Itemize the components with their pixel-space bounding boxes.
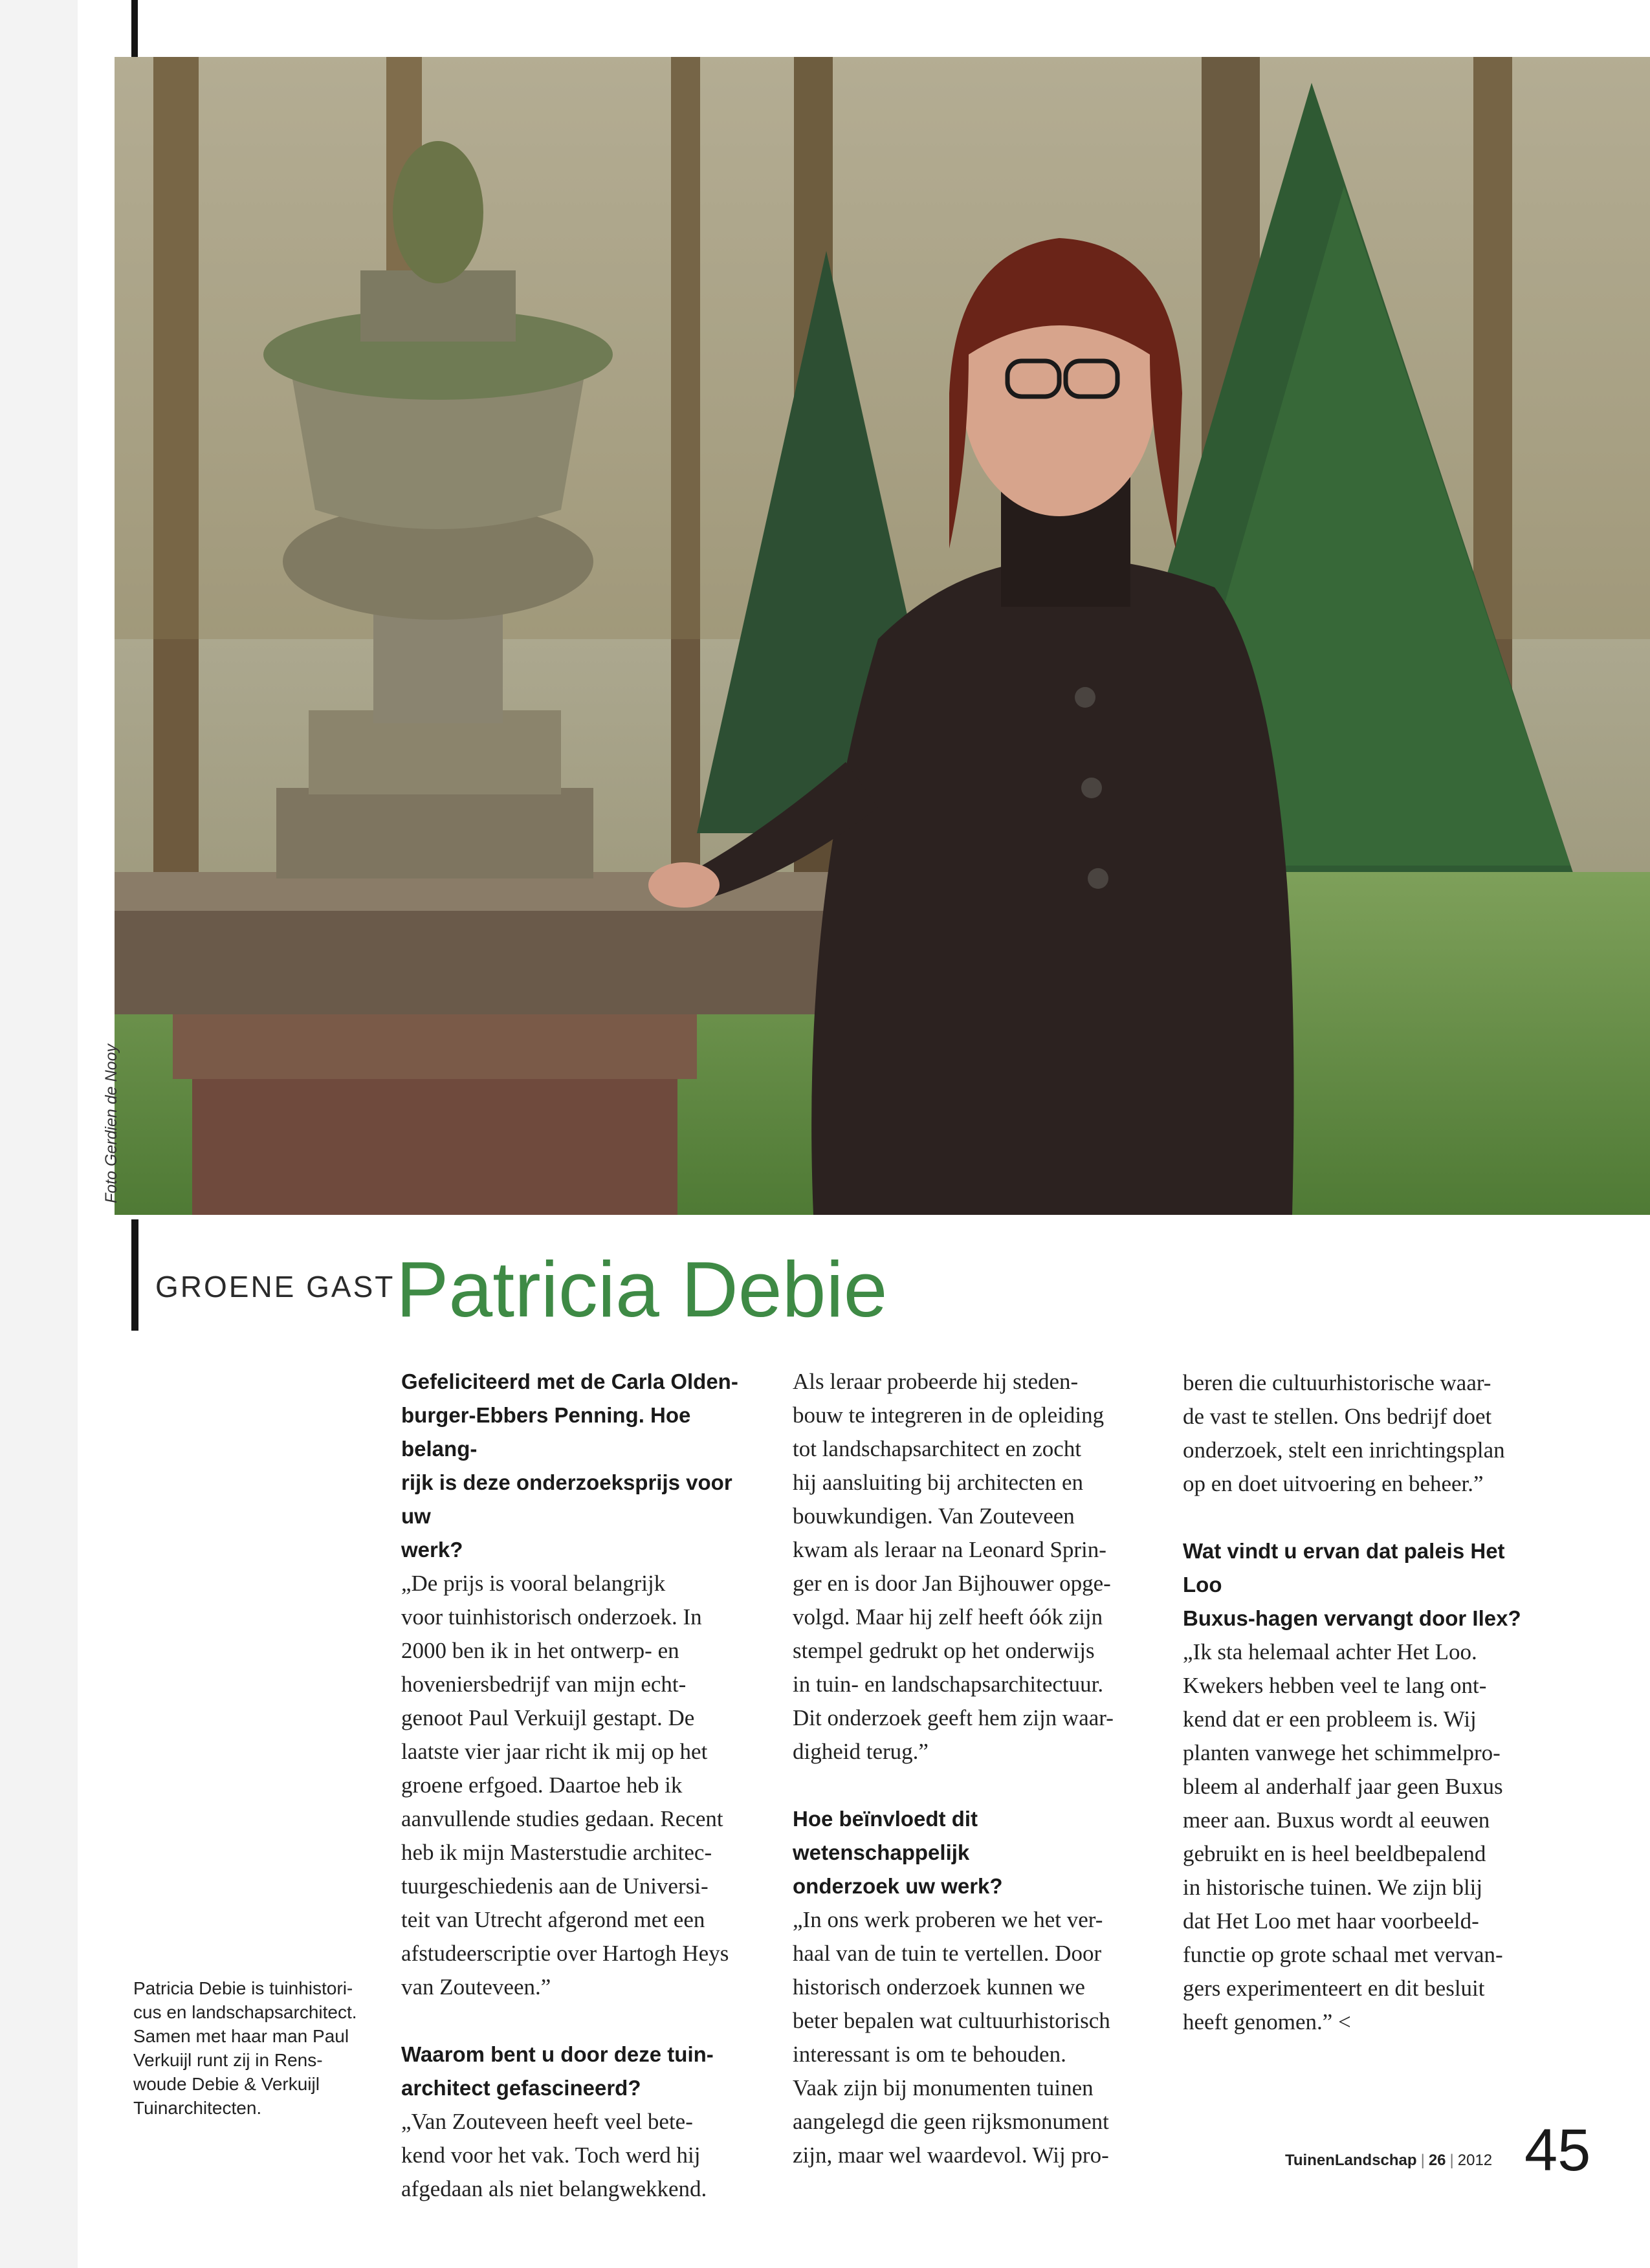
bio-line: cus en landschapsarchitect.	[133, 2002, 357, 2022]
text-line: in historische tuinen. We zijn blij	[1183, 1875, 1483, 1900]
bio-line: Patricia Debie is tuinhistori-	[133, 1978, 353, 1998]
issue-year: 2012	[1457, 2152, 1493, 2169]
article-column-3	[1183, 1366, 1548, 2039]
bio-line: woude Debie & Verkuijl	[133, 2074, 320, 2094]
text-line: rijk is deze onderzoeksprijs voor uw	[401, 1470, 732, 1528]
text-line: genoot Paul Verkuijl gestapt. De	[401, 1705, 695, 1730]
text-line: tot landschapsarchitect en zocht	[793, 1436, 1082, 1461]
text-line: Wat vindt u ervan dat paleis Het Loo	[1183, 1539, 1505, 1597]
text-line: werk?	[401, 1538, 463, 1562]
article-column-1	[401, 1365, 767, 2206]
portrait-photo	[115, 57, 1650, 1215]
magazine-name: TuinenLandschap	[1285, 2152, 1417, 2169]
text-line: kwam als leraar na Leonard Sprin-	[793, 1537, 1106, 1562]
text-line: „In ons werk proberen we het ver-	[793, 1907, 1103, 1932]
interview-question	[793, 1802, 1158, 1903]
page-margin	[0, 0, 78, 2268]
issue-number: 26	[1428, 2152, 1446, 2169]
article-column-2	[793, 1365, 1158, 2172]
text-line: heb ik mijn Masterstudie architec-	[401, 1840, 712, 1865]
text-line: bouw te integreren in de opleiding	[793, 1402, 1105, 1428]
text-line: „Ik sta helemaal achter Het Loo.	[1183, 1639, 1477, 1664]
footer-separator: |	[1449, 2152, 1454, 2169]
text-line: Buxus-hagen vervangt door Ilex?	[1183, 1606, 1521, 1630]
text-line: de vast te stellen. Ons bedrijf doet	[1183, 1404, 1492, 1429]
interview-answer	[793, 1903, 1158, 2172]
text-line: Waarom bent u door deze tuin-	[401, 2042, 714, 2066]
paragraph-gap	[793, 1769, 1158, 1802]
text-line: bleem al anderhalf jaar geen Buxus	[1183, 1774, 1503, 1799]
footer-separator: |	[1420, 2152, 1425, 2169]
text-line: beren die cultuurhistorische waar-	[1183, 1370, 1491, 1395]
text-line: beter bepalen wat cultuurhistorisch	[793, 2008, 1110, 2033]
text-line: interessant is om te behouden.	[793, 2042, 1066, 2067]
text-line: architect gefascineerd?	[401, 2076, 641, 2100]
text-line: Vaak zijn bij monumenten tuinen	[793, 2075, 1094, 2100]
text-line: Gefeliciteerd met de Carla Olden-	[401, 1369, 738, 1393]
interview-answer	[1183, 1366, 1548, 1501]
text-line: laatste vier jaar richt ik mij op het	[401, 1739, 708, 1764]
text-line: teit van Utrecht afgerond met een	[401, 1907, 705, 1932]
text-line: Kwekers hebben veel te lang ont-	[1183, 1673, 1487, 1698]
text-line: Hoe beïnvloedt dit wetenschappelijk	[793, 1807, 978, 1864]
text-line: Als leraar probeerde hij steden-	[793, 1369, 1079, 1394]
interview-question	[1183, 1534, 1548, 1635]
text-line: hij aansluiting bij architecten en	[793, 1470, 1084, 1495]
photo-credit: Foto Gerdien de Nooy	[102, 1044, 120, 1203]
page-number: 45	[1524, 2117, 1591, 2183]
text-line: kend dat er een probleem is. Wij	[1183, 1706, 1477, 1732]
text-line: gebruikt en is heel beeldbepalend	[1183, 1841, 1486, 1866]
text-line: stempel gedrukt op het onderwijs	[793, 1638, 1095, 1663]
text-line: burger-Ebbers Penning. Hoe belang-	[401, 1403, 691, 1461]
bio-line: Tuinarchitecten.	[133, 2098, 262, 2118]
text-line: „Van Zouteveen heeft veel bete-	[401, 2109, 693, 2134]
text-line: meer aan. Buxus wordt al eeuwen	[1183, 1807, 1490, 1833]
text-line: planten vanwege het schimmelpro-	[1183, 1740, 1501, 1765]
author-bio	[133, 1976, 379, 2120]
text-line: aanvullende studies gedaan. Recent	[401, 1806, 723, 1831]
text-line: tuurgeschiedenis aan de Universi-	[401, 1873, 709, 1899]
text-line: groene erfgoed. Daartoe heb ik	[401, 1772, 683, 1798]
text-line: kend voor het vak. Toch werd hij	[401, 2143, 701, 2168]
text-line: onderzoek, stelt een inrichtingsplan	[1183, 1437, 1505, 1463]
section-rule	[131, 1219, 138, 1331]
text-line: afstudeerscriptie over Hartogh Heys	[401, 1941, 729, 1966]
interview-question	[401, 2038, 767, 2105]
text-line: volgd. Maar hij zelf heeft óók zijn	[793, 1604, 1103, 1630]
interview-answer	[1183, 1635, 1548, 2039]
text-line: Dit onderzoek geeft hem zijn waar-	[793, 1705, 1114, 1730]
interview-answer	[401, 1567, 767, 2004]
text-line: zijn, maar wel waardevol. Wij pro-	[793, 2143, 1109, 2168]
footer-magazine-info	[1285, 2152, 1492, 2170]
article-title: Patricia Debie	[396, 1245, 888, 1333]
text-line: op en doet uitvoering en beheer.”	[1183, 1471, 1484, 1496]
text-line: gers experimenteert en dit besluit	[1183, 1976, 1485, 2001]
text-line: dat Het Loo met haar voorbeeld-	[1183, 1908, 1479, 1934]
bio-line: Samen met haar man Paul	[133, 2026, 349, 2046]
text-line: heeft genomen.” <	[1183, 2009, 1351, 2034]
interview-question	[401, 1365, 767, 1567]
paragraph-gap	[1183, 1501, 1548, 1534]
portrait-photo-illustration	[115, 57, 1650, 1215]
text-line: aangelegd die geen rijksmonument	[793, 2109, 1109, 2134]
text-line: hoveniersbedrijf van mijn echt-	[401, 1672, 687, 1697]
text-line: bouwkundigen. Van Zouteveen	[793, 1503, 1075, 1529]
text-line: afgedaan als niet belangwekkend.	[401, 2176, 707, 2201]
text-line: van Zouteveen.”	[401, 1974, 551, 2000]
text-line: in tuin- en landschapsarchitectuur.	[793, 1672, 1104, 1697]
text-line: „De prijs is vooral belangrijk	[401, 1571, 666, 1596]
text-line: historisch onderzoek kunnen we	[793, 1974, 1085, 2000]
interview-answer	[793, 1365, 1158, 1769]
section-label: GROENE GAST	[155, 1270, 395, 1303]
text-line: 2000 ben ik in het ontwerp- en	[401, 1638, 679, 1663]
interview-answer	[401, 2105, 767, 2206]
text-line: digheid terug.”	[793, 1739, 929, 1764]
text-line: onderzoek uw werk?	[793, 1874, 1003, 1898]
paragraph-gap	[401, 2004, 767, 2038]
bio-line: Verkuijl runt zij in Rens-	[133, 2050, 323, 2070]
top-rule	[131, 0, 138, 57]
text-line: haal van de tuin te vertellen. Door	[793, 1941, 1102, 1966]
text-line: ger en is door Jan Bijhouwer opge-	[793, 1571, 1111, 1596]
text-line: functie op grote schaal met vervan-	[1183, 1942, 1503, 1967]
text-line: voor tuinhistorisch onderzoek. In	[401, 1604, 702, 1630]
